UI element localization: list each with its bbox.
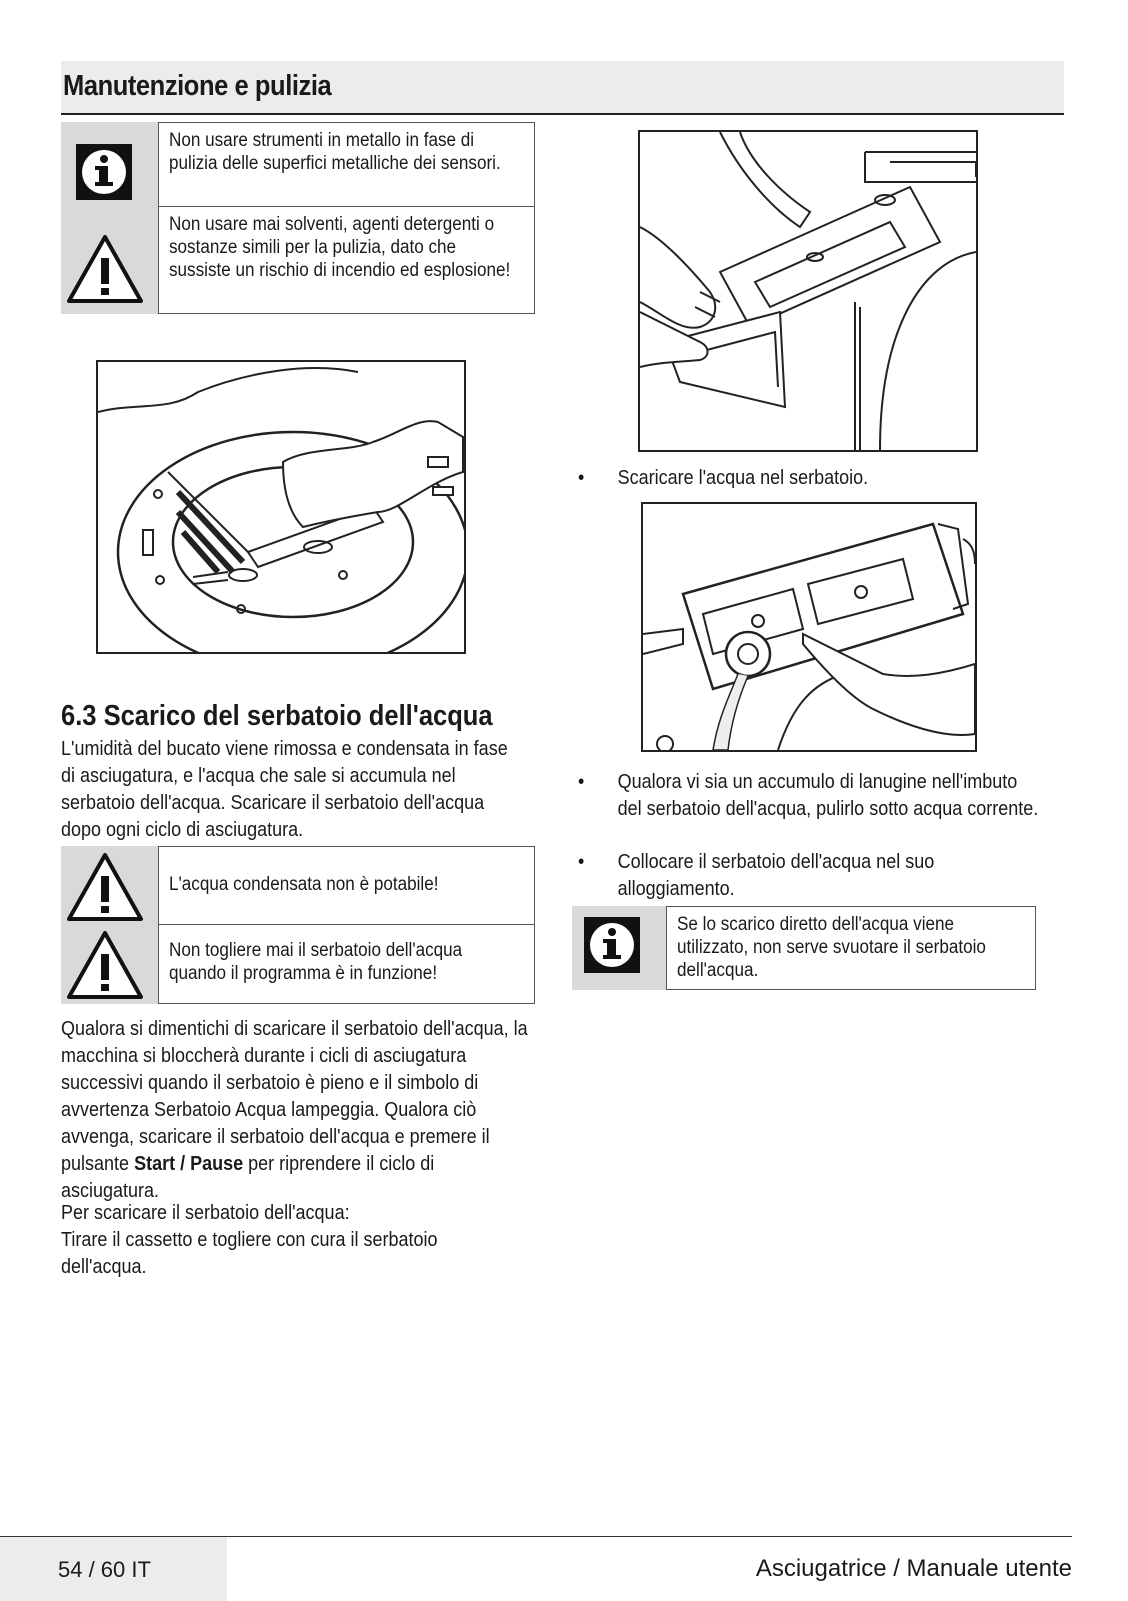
figure-drawer-pull xyxy=(638,130,978,452)
info-note-cell xyxy=(158,122,535,207)
bullet-2 xyxy=(578,769,1051,850)
warning-icon xyxy=(66,852,144,922)
page-title: Manutenzione e pulizia xyxy=(63,70,332,102)
step-1 xyxy=(61,1227,484,1281)
warning2-text: Non togliere mai il serbatoio dell'acqua quando il programma è in funzione! xyxy=(169,940,463,984)
footer-page-box xyxy=(0,1537,227,1601)
figure-water-draining xyxy=(641,502,977,752)
steps-intro: Per scaricare il serbatoio dell'acqua: xyxy=(61,1202,350,1224)
figure-filter-cleaning xyxy=(96,360,466,654)
warning-note-text: Non usare mai solventi, agenti detergenti o sostanze simili per la pulizia, dato che sussiste un rischio di incendio ed esplosione! xyxy=(169,214,511,281)
info-note-right-text: Se lo scarico diretto dell'acqua viene utilizzato, non serve svuotare il serbatoio dell'acqua. xyxy=(677,914,986,981)
paragraph-after: per riprendere il ciclo di asciugatura. xyxy=(61,1153,435,1202)
bullet-3 xyxy=(578,849,1010,903)
water-draining-illustration xyxy=(643,504,975,750)
info-note-text: Non usare strumenti in metallo in fase di pulizia delle superfici metalliche dei sensori. xyxy=(169,130,501,174)
footer-doc-title: Asciugatrice / Manuale utente xyxy=(755,1555,1072,1582)
warning2-cell xyxy=(158,924,535,1004)
bullet-1 xyxy=(578,465,1010,495)
bullet-dot: • xyxy=(578,771,585,793)
bullet-dot: • xyxy=(578,851,585,873)
info-icon xyxy=(74,142,134,202)
bullet-1-text: Scaricare l'acqua nel serbatoio. xyxy=(617,467,869,489)
drawer-pull-illustration xyxy=(640,132,976,450)
start-pause-label: Start / Pause xyxy=(134,1153,244,1175)
warning-note-cell xyxy=(158,206,535,314)
warning-icon xyxy=(66,234,144,304)
bullet-dot: • xyxy=(578,467,585,489)
warning1-cell xyxy=(158,846,535,925)
step-1-text: Tirare il cassetto e togliere con cura il serbatoio dell'acqua. xyxy=(61,1229,438,1278)
paragraph-before: Qualora si dimentichi di scaricare il serbatoio dell'acqua, la macchina si bloccherà durante i cicli di asciugatura successivi quando il serbatoio è pieno e il simbolo di avvertenza Serbatoio Acqua lampeggia. Qualora ciò avvenga, scaricare il serbatoio dell'acqua e premere il pulsante xyxy=(61,1018,528,1175)
bullet-2-text: Qualora vi sia un accumulo di lanugine nell'imbuto del serbatoio dell'acqua, pulirlo sotto acqua corrente. xyxy=(617,771,1039,820)
main-paragraph xyxy=(61,1016,534,1205)
page-number: 54 / 60 IT xyxy=(58,1557,151,1582)
bullet-3-text: Collocare il serbatoio dell'acqua nel suo alloggiamento. xyxy=(617,851,935,900)
info-icon xyxy=(582,915,642,975)
section-intro: L'umidità del bucato viene rimossa e condensata in fase di asciugatura, e l'acqua che sale si accumula nel serbatoio dell'acqua. Scaricare il serbatoio dell'acqua dopo ogni ciclo di asciugatura. xyxy=(61,738,508,841)
warning1-text: L'acqua condensata non è potabile! xyxy=(169,874,439,895)
info-note-right-cell xyxy=(666,906,1036,990)
filter-cleaning-illustration xyxy=(98,362,464,652)
section-title: 6.3 Scarico del serbatoio dell'acqua xyxy=(61,700,493,732)
section-header xyxy=(61,61,1064,115)
warning-icon xyxy=(66,930,144,1000)
